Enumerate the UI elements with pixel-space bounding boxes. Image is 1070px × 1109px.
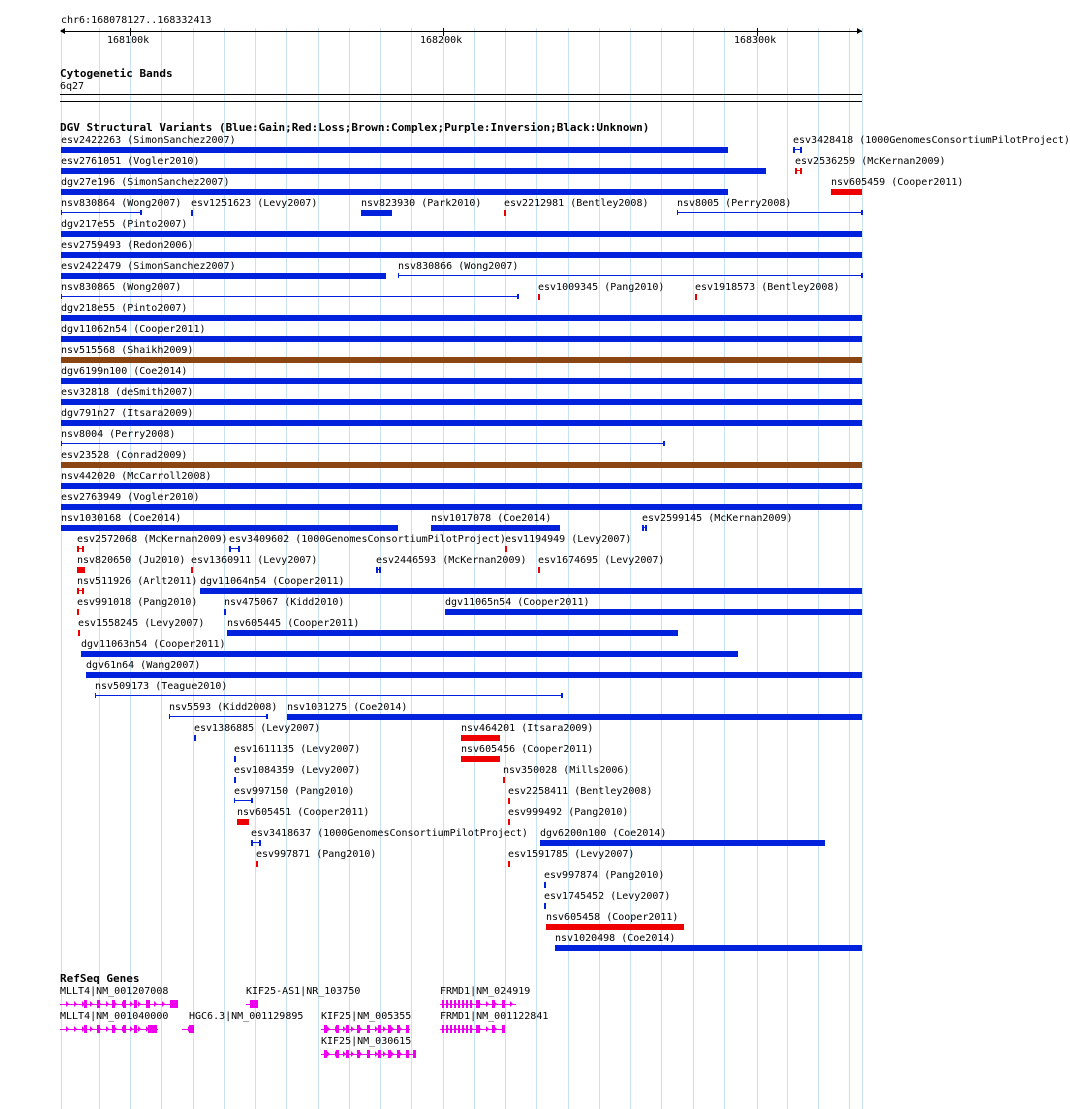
dgv-feature-bar[interactable] — [95, 695, 562, 696]
dgv-feature-label[interactable]: dgv6200n100 (Coe2014) — [540, 828, 667, 839]
dgv-feature-bar[interactable] — [61, 443, 664, 444]
dgv-feature-bar[interactable] — [194, 735, 196, 741]
dgv-feature-label[interactable]: esv2763949 (Vogler2010) — [61, 492, 200, 503]
dgv-feature-bar[interactable] — [234, 800, 252, 801]
dgv-feature-label[interactable]: esv1611135 (Levy2007) — [234, 744, 361, 755]
dgv-feature-label[interactable]: nsv5593 (Kidd2008) — [169, 702, 278, 713]
refseq-exon[interactable] — [324, 1050, 327, 1058]
dgv-feature-bar[interactable] — [431, 525, 560, 531]
dgv-feature-end-tick — [379, 567, 381, 573]
dgv-feature-label[interactable]: nsv442020 (McCarroll2008) — [61, 471, 212, 482]
dgv-feature-end-tick — [77, 588, 79, 594]
dgv-feature-bar[interactable] — [61, 296, 518, 297]
dgv-feature-label[interactable]: esv1009345 (Pang2010) — [538, 282, 665, 293]
strand-arrow-icon — [130, 1026, 133, 1032]
refseq-track-title: RefSeq Genes — [60, 972, 140, 985]
dgv-feature-label[interactable]: esv2761051 (Vogler2010) — [61, 156, 200, 167]
dgv-feature-bar[interactable] — [61, 462, 862, 468]
dgv-feature-bar[interactable] — [508, 861, 510, 867]
dgv-feature-bar[interactable] — [546, 924, 684, 930]
refseq-exon[interactable] — [189, 1025, 194, 1033]
dgv-feature-bar[interactable] — [256, 861, 258, 867]
dgv-feature-label[interactable]: esv2599145 (McKernan2009) — [642, 513, 793, 524]
ruler-tick-label: 168200k — [420, 35, 463, 46]
region-label: chr6:168078127..168332413 — [61, 15, 212, 26]
strand-arrow-icon — [106, 1001, 109, 1007]
dgv-feature-label[interactable]: esv3409602 (1000GenomesConsortiumPilotProject) — [229, 534, 506, 545]
ruler-left-arrow-icon[interactable] — [60, 28, 65, 34]
dgv-feature-bar[interactable] — [504, 210, 506, 216]
dgv-feature-bar[interactable] — [61, 189, 728, 195]
strand-arrow-icon — [351, 1051, 354, 1057]
strand-arrow-icon — [90, 1001, 93, 1007]
refseq-exon[interactable] — [406, 1050, 409, 1058]
refseq-exon[interactable] — [446, 1000, 448, 1008]
refseq-exon[interactable] — [336, 1025, 339, 1033]
dgv-feature-end-tick — [61, 441, 62, 446]
refseq-exon[interactable] — [378, 1025, 381, 1033]
refseq-exon[interactable] — [413, 1050, 416, 1058]
refseq-exon[interactable] — [336, 1050, 339, 1058]
dgv-feature-label[interactable]: esv2422479 (SimonSanchez2007) — [61, 261, 236, 272]
dgv-feature-end-tick — [77, 546, 79, 552]
dgv-feature-bar[interactable] — [538, 294, 540, 300]
dgv-feature-label[interactable]: dgv218e55 (Pinto2007) — [61, 303, 188, 314]
refseq-exon[interactable] — [470, 1000, 472, 1008]
dgv-feature-end-tick — [61, 210, 62, 215]
dgv-feature-label[interactable]: nsv464201 (Itsara2009) — [461, 723, 594, 734]
refseq-gene-label[interactable]: KIF25-AS1|NR_103750 — [246, 986, 361, 997]
dgv-feature-label[interactable]: nsv1017078 (Coe2014) — [431, 513, 552, 524]
dgv-feature-label[interactable]: nsv605451 (Cooper2011) — [237, 807, 370, 818]
dgv-feature-end-tick — [795, 168, 797, 174]
strand-arrow-icon — [327, 1051, 330, 1057]
refseq-exon[interactable] — [357, 1025, 360, 1033]
refseq-exon[interactable] — [502, 1025, 505, 1033]
refseq-exon[interactable] — [346, 1025, 349, 1033]
dgv-feature-label[interactable]: esv1194949 (Levy2007) — [505, 534, 632, 545]
dgv-feature-bar[interactable] — [237, 819, 249, 825]
refseq-gene-label[interactable]: KIF25|NM_030615 — [321, 1036, 412, 1047]
strand-arrow-icon — [391, 1026, 394, 1032]
cyto-band-line — [60, 94, 862, 95]
refseq-exon[interactable] — [123, 1000, 126, 1008]
cyto-track-title: Cytogenetic Bands — [60, 67, 173, 80]
refseq-exon[interactable] — [388, 1050, 391, 1058]
dgv-feature-bar[interactable] — [77, 609, 79, 615]
dgv-feature-end-tick — [266, 714, 268, 719]
dgv-feature-label[interactable]: dgv11065n54 (Cooper2011) — [445, 597, 590, 608]
dgv-feature-label[interactable]: esv2572068 (McKernan2009) — [77, 534, 228, 545]
refseq-exon[interactable] — [476, 1025, 480, 1033]
dgv-feature-bar[interactable] — [505, 546, 507, 552]
strand-arrow-icon — [391, 1051, 394, 1057]
dgv-feature-end-tick — [251, 840, 253, 846]
refseq-exon[interactable] — [346, 1050, 349, 1058]
dgv-feature-end-tick — [645, 525, 647, 531]
dgv-feature-label[interactable]: dgv11064n54 (Cooper2011) — [200, 576, 345, 587]
refseq-exon[interactable] — [84, 1025, 87, 1033]
dgv-feature-label[interactable]: dgv6199n100 (Coe2014) — [61, 366, 188, 377]
strand-arrow-icon — [66, 1001, 69, 1007]
refseq-exon[interactable] — [442, 1025, 444, 1033]
dgv-feature-bar[interactable] — [224, 609, 226, 615]
ruler-right-arrow-icon[interactable] — [857, 28, 862, 34]
dgv-feature-bar[interactable] — [61, 168, 766, 174]
dgv-feature-end-tick — [169, 714, 170, 719]
dgv-feature-label[interactable]: esv1558245 (Levy2007) — [78, 618, 205, 629]
cyto-band-label: 6q27 — [60, 81, 85, 92]
refseq-exon[interactable] — [397, 1050, 400, 1058]
strand-arrow-icon — [383, 1051, 386, 1057]
dgv-feature-label[interactable]: esv1745452 (Levy2007) — [544, 891, 671, 902]
refseq-exon[interactable] — [97, 1025, 100, 1033]
dgv-feature-end-tick — [663, 441, 665, 446]
dgv-feature-bar[interactable] — [61, 212, 141, 213]
dgv-feature-bar[interactable] — [61, 273, 386, 279]
refseq-exon[interactable] — [466, 1000, 468, 1008]
dgv-feature-label[interactable]: dgv217e55 (Pinto2007) — [61, 219, 188, 230]
dgv-feature-label[interactable]: nsv820650 (Ju2010) — [77, 555, 186, 566]
dgv-feature-bar[interactable] — [78, 630, 80, 636]
dgv-feature-bar[interactable] — [61, 525, 398, 531]
dgv-feature-end-tick — [398, 273, 399, 278]
dgv-feature-bar[interactable] — [508, 819, 510, 825]
refseq-exon[interactable] — [492, 1000, 495, 1008]
dgv-feature-end-tick — [238, 546, 240, 552]
dgv-feature-label[interactable]: nsv475067 (Kidd2010) — [224, 597, 345, 608]
dgv-feature-label[interactable]: esv1084359 (Levy2007) — [234, 765, 361, 776]
refseq-exon[interactable] — [134, 1000, 137, 1008]
dgv-feature-bar[interactable] — [398, 275, 862, 276]
dgv-feature-label[interactable]: nsv605458 (Cooper2011) — [546, 912, 679, 923]
dgv-feature-bar[interactable] — [555, 945, 862, 951]
refseq-gene-label[interactable]: KIF25|NM_005355 — [321, 1011, 412, 1022]
strand-arrow-icon — [154, 1001, 157, 1007]
strand-arrow-icon — [162, 1001, 165, 1007]
ruler-tick-label: 168100k — [107, 35, 150, 46]
refseq-exon[interactable] — [357, 1050, 360, 1058]
refseq-exon[interactable] — [458, 1000, 460, 1008]
dgv-feature-end-tick — [677, 210, 678, 215]
dgv-feature-label[interactable]: esv1918573 (Bentley2008) — [695, 282, 840, 293]
dgv-feature-label[interactable]: esv3418637 (1000GenomesConsortiumPilotProject) — [251, 828, 528, 839]
dgv-feature-bar[interactable] — [191, 567, 193, 573]
strand-arrow-icon — [138, 1001, 141, 1007]
dgv-feature-label[interactable]: nsv605445 (Cooper2011) — [227, 618, 360, 629]
refseq-exon[interactable] — [502, 1000, 505, 1008]
dgv-feature-label[interactable]: nsv823930 (Park2010) — [361, 198, 482, 209]
dgv-feature-end-tick — [793, 147, 795, 153]
refseq-exon[interactable] — [450, 1025, 452, 1033]
strand-arrow-icon — [327, 1026, 330, 1032]
dgv-feature-end-tick — [140, 210, 142, 215]
dgv-feature-bar[interactable] — [361, 210, 392, 216]
dgv-feature-label[interactable]: dgv11062n54 (Cooper2011) — [61, 324, 206, 335]
dgv-feature-bar[interactable] — [461, 756, 500, 762]
dgv-track-title: DGV Structural Variants (Blue:Gain;Red:Loss;Brown:Complex;Purple:Inversion;Black:Unknown) — [60, 121, 650, 134]
dgv-feature-label[interactable]: nsv8005 (Perry2008) — [677, 198, 792, 209]
dgv-feature-label[interactable]: nsv605456 (Cooper2011) — [461, 744, 594, 755]
ruler-tick-label: 168300k — [734, 35, 777, 46]
dgv-feature-label[interactable]: nsv511926 (Arlt2011) — [77, 576, 198, 587]
dgv-feature-label[interactable]: esv2759493 (Redon2006) — [61, 240, 194, 251]
dgv-feature-label[interactable]: esv999492 (Pang2010) — [508, 807, 629, 818]
dgv-feature-label[interactable]: dgv11063n54 (Cooper2011) — [81, 639, 226, 650]
dgv-feature-bar[interactable] — [61, 420, 862, 426]
dgv-feature-label[interactable]: esv997150 (Pang2010) — [234, 786, 355, 797]
dgv-feature-end-tick — [95, 693, 96, 698]
dgv-feature-bar[interactable] — [503, 777, 505, 783]
dgv-feature-label[interactable]: nsv1020498 (Coe2014) — [555, 933, 676, 944]
refseq-exon[interactable] — [388, 1025, 391, 1033]
dgv-feature-bar[interactable] — [81, 651, 738, 657]
refseq-exon[interactable] — [446, 1025, 448, 1033]
dgv-feature-label[interactable]: esv1386885 (Levy2007) — [194, 723, 321, 734]
refseq-exon[interactable] — [476, 1000, 480, 1008]
refseq-exon[interactable] — [466, 1025, 468, 1033]
grid-line — [862, 28, 863, 1109]
strand-arrow-icon — [74, 1001, 77, 1007]
dgv-feature-bar[interactable] — [61, 504, 862, 510]
dgv-feature-bar[interactable] — [61, 399, 862, 405]
strand-arrow-icon — [90, 1026, 93, 1032]
dgv-feature-bar[interactable] — [538, 567, 540, 573]
dgv-feature-end-tick — [61, 294, 62, 299]
dgv-feature-bar[interactable] — [86, 672, 862, 678]
dgv-feature-label[interactable]: nsv830864 (Wong2007) — [61, 198, 182, 209]
dgv-feature-label[interactable]: esv23528 (Conrad2009) — [61, 450, 188, 461]
refseq-exon[interactable] — [450, 1000, 452, 1008]
refseq-exon[interactable] — [148, 1025, 157, 1033]
dgv-feature-label[interactable]: esv1251623 (Levy2007) — [191, 198, 318, 209]
dgv-feature-label[interactable]: nsv830866 (Wong2007) — [398, 261, 519, 272]
dgv-feature-label[interactable]: esv2536259 (McKernan2009) — [795, 156, 946, 167]
refseq-exon[interactable] — [458, 1025, 460, 1033]
ruler-axis — [61, 31, 862, 32]
refseq-exon[interactable] — [367, 1050, 370, 1058]
refseq-exon[interactable] — [378, 1050, 381, 1058]
dgv-feature-label[interactable]: nsv830865 (Wong2007) — [61, 282, 182, 293]
dgv-feature-bar[interactable] — [169, 716, 267, 717]
strand-arrow-icon — [106, 1026, 109, 1032]
refseq-exon[interactable] — [454, 1000, 456, 1008]
dgv-feature-bar[interactable] — [677, 212, 862, 213]
dgv-feature-end-tick — [251, 798, 253, 803]
dgv-feature-label[interactable]: nsv509173 (Teague2010) — [95, 681, 228, 692]
refseq-exon[interactable] — [492, 1025, 495, 1033]
dgv-feature-label[interactable]: esv991018 (Pang2010) — [77, 597, 198, 608]
refseq-intron-line[interactable] — [60, 1004, 178, 1005]
refseq-gene-label[interactable]: FRMD1|NM_024919 — [440, 986, 531, 997]
dgv-feature-bar[interactable] — [544, 903, 546, 909]
dgv-feature-bar[interactable] — [61, 378, 862, 384]
refseq-exon[interactable] — [97, 1000, 100, 1008]
refseq-exon[interactable] — [367, 1025, 370, 1033]
dgv-feature-bar[interactable] — [61, 315, 862, 321]
dgv-feature-bar[interactable] — [831, 189, 862, 195]
dgv-feature-label[interactable]: nsv515568 (Shaikh2009) — [61, 345, 194, 356]
strand-arrow-icon — [130, 1001, 133, 1007]
refseq-exon[interactable] — [406, 1025, 409, 1033]
strand-arrow-icon — [383, 1026, 386, 1032]
dgv-feature-label[interactable]: nsv8004 (Perry2008) — [61, 429, 176, 440]
strand-arrow-icon — [138, 1026, 141, 1032]
dgv-feature-bar[interactable] — [77, 567, 85, 573]
refseq-exon[interactable] — [146, 1000, 150, 1008]
cyto-band-line-lower — [60, 101, 862, 102]
dgv-feature-end-tick — [376, 567, 378, 573]
strand-arrow-icon — [510, 1001, 513, 1007]
dgv-feature-bar[interactable] — [61, 336, 862, 342]
dgv-feature-label[interactable]: esv2422263 (SimonSanchez2007) — [61, 135, 236, 146]
dgv-feature-bar[interactable] — [544, 882, 546, 888]
dgv-feature-bar[interactable] — [695, 294, 697, 300]
refseq-gene-label[interactable]: FRMD1|NM_001122841 — [440, 1011, 549, 1022]
refseq-exon[interactable] — [442, 1000, 444, 1008]
dgv-feature-label[interactable]: esv997871 (Pang2010) — [256, 849, 377, 860]
dgv-feature-label[interactable]: esv32818 (deSmith2007) — [61, 387, 194, 398]
refseq-gene-label[interactable]: MLLT4|NM_001207008 — [60, 986, 169, 997]
dgv-feature-bar[interactable] — [227, 630, 678, 636]
dgv-feature-bar[interactable] — [191, 210, 193, 216]
dgv-feature-label[interactable]: esv3428418 (1000GenomesConsortiumPilotProject) — [793, 135, 1070, 146]
strand-arrow-icon — [351, 1026, 354, 1032]
dgv-feature-label[interactable]: esv1591785 (Levy2007) — [508, 849, 635, 860]
refseq-gene-label[interactable]: MLLT4|NM_001040000 — [60, 1011, 169, 1022]
dgv-feature-end-tick — [259, 840, 261, 846]
dgv-feature-bar[interactable] — [61, 147, 728, 153]
dgv-feature-end-tick — [861, 273, 863, 278]
dgv-feature-bar[interactable] — [200, 588, 862, 594]
dgv-feature-end-tick — [861, 210, 863, 215]
dgv-feature-label[interactable]: esv2212981 (Bentley2008) — [504, 198, 649, 209]
refseq-exon[interactable] — [462, 1000, 464, 1008]
dgv-feature-end-tick — [229, 546, 231, 552]
dgv-feature-end-tick — [561, 693, 563, 698]
dgv-feature-bar[interactable] — [287, 714, 862, 720]
dgv-feature-end-tick — [800, 168, 802, 174]
dgv-feature-label[interactable]: nsv350028 (Mills2006) — [503, 765, 630, 776]
dgv-feature-label[interactable]: nsv605459 (Cooper2011) — [831, 177, 964, 188]
dgv-feature-label[interactable]: dgv61n64 (Wang2007) — [86, 660, 201, 671]
refseq-exon[interactable] — [454, 1025, 456, 1033]
dgv-feature-label[interactable]: dgv27e196 (SimonSanchez2007) — [61, 177, 230, 188]
strand-arrow-icon — [74, 1026, 77, 1032]
strand-arrow-icon — [486, 1026, 489, 1032]
refseq-exon[interactable] — [112, 1000, 115, 1008]
dgv-feature-bar[interactable] — [540, 840, 825, 846]
dgv-feature-end-tick — [82, 588, 84, 594]
dgv-feature-bar[interactable] — [508, 798, 510, 804]
dgv-feature-end-tick — [517, 294, 519, 299]
dgv-feature-label[interactable]: nsv1031275 (Coe2014) — [287, 702, 408, 713]
dgv-feature-bar[interactable] — [234, 756, 236, 762]
dgv-feature-bar[interactable] — [461, 735, 500, 741]
refseq-exon[interactable] — [462, 1025, 464, 1033]
dgv-feature-label[interactable]: esv1360911 (Levy2007) — [191, 555, 318, 566]
dgv-feature-label[interactable]: esv997874 (Pang2010) — [544, 870, 665, 881]
refseq-exon[interactable] — [84, 1000, 87, 1008]
dgv-feature-bar[interactable] — [234, 777, 236, 783]
dgv-feature-label[interactable]: dgv791n27 (Itsara2009) — [61, 408, 194, 419]
dgv-feature-bar[interactable] — [61, 483, 862, 489]
dgv-feature-bar[interactable] — [61, 231, 862, 237]
refseq-exon[interactable] — [112, 1025, 115, 1033]
dgv-feature-bar[interactable] — [61, 252, 862, 258]
strand-arrow-icon — [66, 1026, 69, 1032]
refseq-exon[interactable] — [123, 1025, 126, 1033]
dgv-feature-bar[interactable] — [61, 357, 862, 363]
refseq-exon[interactable] — [170, 1000, 178, 1008]
refseq-exon[interactable] — [470, 1025, 472, 1033]
dgv-feature-label[interactable]: esv2446593 (McKernan2009) — [376, 555, 527, 566]
dgv-feature-label[interactable]: esv2258411 (Bentley2008) — [508, 786, 653, 797]
strand-arrow-icon — [486, 1001, 489, 1007]
refseq-exon[interactable] — [397, 1025, 400, 1033]
dgv-feature-label[interactable]: esv1674695 (Levy2007) — [538, 555, 665, 566]
refseq-exon[interactable] — [324, 1025, 327, 1033]
dgv-feature-end-tick — [642, 525, 644, 531]
dgv-feature-label[interactable]: nsv1030168 (Coe2014) — [61, 513, 182, 524]
dgv-feature-end-tick — [82, 546, 84, 552]
dgv-feature-end-tick — [234, 798, 235, 803]
refseq-exon[interactable] — [134, 1025, 137, 1033]
dgv-feature-bar[interactable] — [445, 609, 862, 615]
refseq-exon[interactable] — [250, 1000, 258, 1008]
refseq-gene-label[interactable]: HGC6.3|NM_001129895 — [189, 1011, 304, 1022]
dgv-feature-end-tick — [800, 147, 802, 153]
